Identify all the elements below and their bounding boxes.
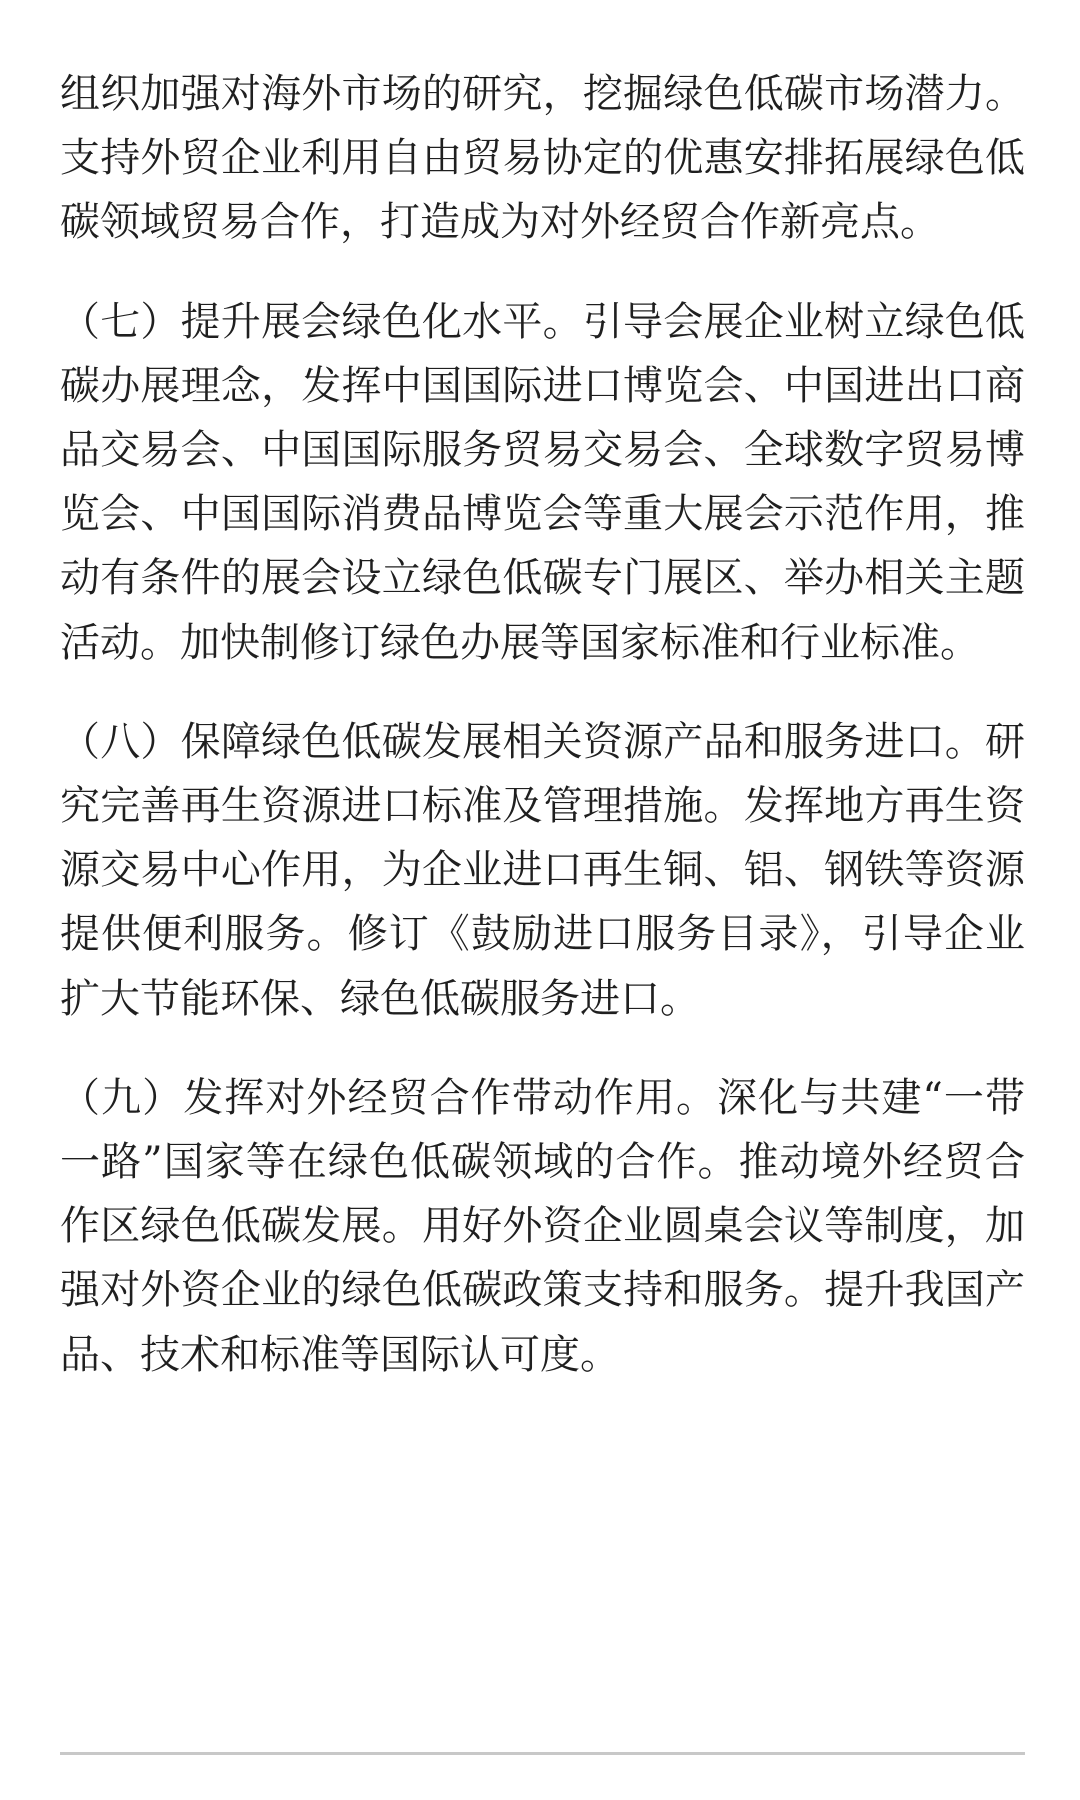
paragraph-section-7: （七）提升展会绿色化水平。引导会展企业树立绿色低碳办展理念，发挥中国国际进口博览会、中国进出口商品交易会、中国国际服务贸易交易会、全球数字贸易博览会、中国国际消费品博览会等重大展会示范作用，推动有条件的展会设立绿色低碳专门展区、举办相关主题活动。加快制修订绿色办展等国家标准和行业标准。: [60, 298, 1025, 666]
article-body: [60, 62, 1025, 1422]
paragraph-section-8: （八）保障绿色低碳发展相关资源产品和服务进口。研究完善再生资源进口标准及管理措施。发挥地方再生资源交易中心作用，为企业进口再生铜、铝、钢铁等资源提供便利服务。修订《鼓励进口服务目录》，引导企业扩大节能环保、绿色低碳服务进口。: [60, 718, 1025, 1022]
bottom-divider: [60, 1752, 1025, 1755]
paragraph-section-9: （九）发挥对外经贸合作带动作用。深化与共建“一带一路”国家等在绿色低碳领域的合作。推动境外经贸合作区绿色低碳发展。用好外资企业圆桌会议等制度，加强对外资企业的绿色低碳政策支持和服务。提升我国产品、技术和标准等国际认可度。: [60, 1074, 1025, 1378]
paragraph-intro: 组织加强对海外市场的研究，挖掘绿色低碳市场潜力。支持外贸企业利用自由贸易协定的优惠安排拓展绿色低碳领域贸易合作，打造成为对外经贸合作新亮点。: [60, 71, 1025, 246]
